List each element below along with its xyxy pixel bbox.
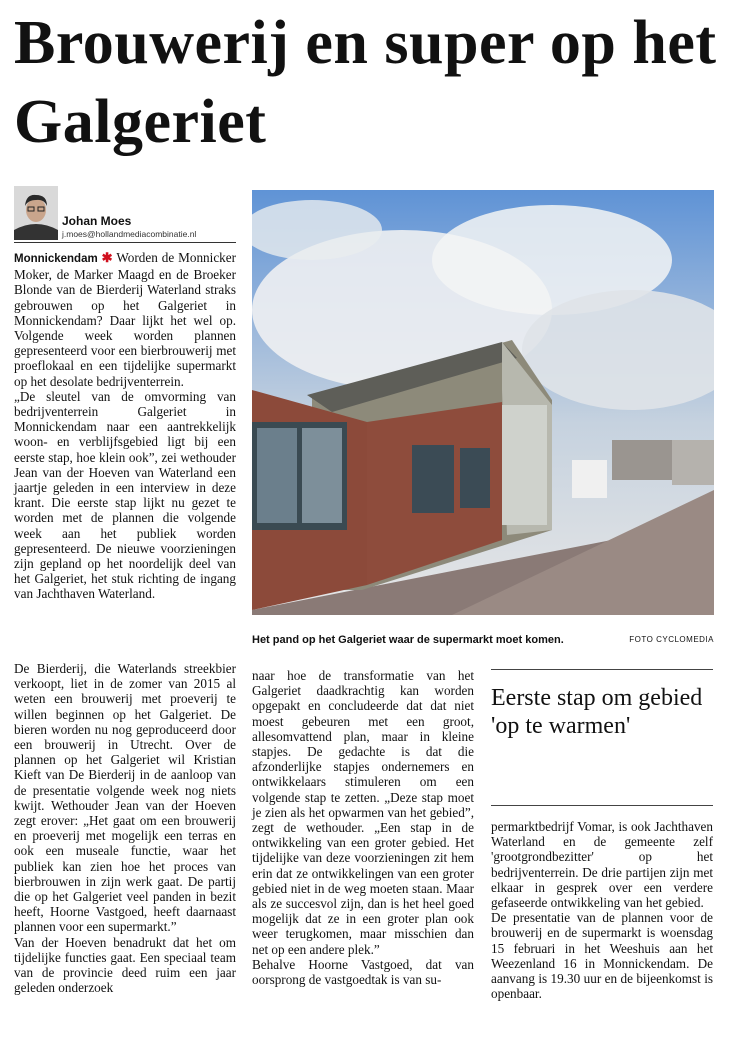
author-avatar xyxy=(14,186,58,240)
column-2 xyxy=(252,668,474,987)
paragraph: De Bierderij, die Waterlands streekbier verkoopt, liet in de zomer van 2015 al weten een brouwerij met proeverij te willen beginnen op het Galgeriet. De bieren worden nu nog geproduceerd door een brouwerij in Utrecht. Over de plannen op het Galgeriet wil Kristian Kieft van De Bierderij in de aanloop van de presentatie volgende week nog niets kwijt. Wethouder Jean van der Hoeven zegt erover: „Het gaat om een brouwerij en proeverij met mogelijk een terras en ook een museale functie, waar het publiek kan zien hoe het proces van bierbrouwen in zijn werk gaat. De partij die op het Galgeriet veel panden in bezit heeft, Hoorne Vastgoed, heeft daarnaast plannen voor een supermarkt.” xyxy=(14,661,236,935)
column-1-lower xyxy=(14,661,236,995)
pull-quote: Eerste stap om gebied 'op te warmen' xyxy=(491,685,703,739)
column-3 xyxy=(491,819,713,1001)
paragraph-text: Worden de Monnicker Moker, de Marker Maagd en de Broeker Blonde van de Bierderij Waterland straks gebrouwen op het Galgeriet in Monnickendam? Daar lijkt het wel op. Volgende week worden plannen gepresenteerd voor een bierbrouwerij met proeflokaal en een tijdelijke supermarkt op het desolate bedrijventerrein. xyxy=(14,250,237,389)
quote-rule-bottom xyxy=(491,805,713,806)
quote-rule-top xyxy=(491,669,713,670)
dateline: Monnickendam xyxy=(14,253,98,265)
building-photo xyxy=(252,190,714,615)
headline: Brouwerij en super op het Galgeriet xyxy=(14,9,717,156)
column-1 xyxy=(14,250,236,602)
asterisk-icon: ✱ xyxy=(101,250,113,265)
photo-credit: FOTO CYCLOMEDIA xyxy=(629,635,714,644)
photo-caption xyxy=(252,634,714,646)
byline xyxy=(14,186,236,243)
author-email: j.moes@hollandmediacombinatie.nl xyxy=(62,229,197,239)
paragraph: Behalve Hoorne Vastgoed, dat van oorsprong de vastgoedtak is van su- xyxy=(252,956,474,988)
caption-text: Het pand op het Galgeriet waar de supermarkt moet komen. xyxy=(252,634,564,646)
paragraph xyxy=(14,250,236,389)
paragraph: naar hoe de transformatie van het Galgeriet daadkrachtig kan worden opgepakt en concludeerde dat dat niet moest gebeuren met een groot, allesomvattend plan, maar in kleine stapjes. De gedachte is dat die afzonderlijke stapjes ondernemers en ontwikkelaars stimuleren om een volgende stap te zetten. „Deze stap moet je zien als het opwarmen van het gebied”, zegt de wethouder. „Een stap in de ontwikkeling van een groter gebied. Het tijdelijke van deze voorzieningen zit hem erin dat ze ontwikkelingen van een groter gebied niet in de weg moeten staan. Maar als ze succesvol zijn, dan is het heel goed mogelijk dat ze in een groter plan ook weer terugkomen, maar misschien dan net op een andere plek.” xyxy=(252,668,474,957)
paragraph: De presentatie van de plannen voor de brouwerij en de supermarkt is woensdag 15 februari in het Weeshuis aan het Weezenland 16 in Monnickendam. De aanvang is 19.30 uur en de bijeenkomst is openbaar. xyxy=(491,910,713,1002)
paragraph: permarktbedrijf Vomar, is ook Jachthaven Waterland en de gemeente zelf 'grootgrondbezitter' op het bedrijventerrein. De drie partijen zijn met elkaar in gesprek over een verdere gefaseerde ontwikkeling van het gebied. xyxy=(491,819,713,911)
paragraph: Van der Hoeven benadrukt dat het om tijdelijke functies gaat. Een speciaal team van de provincie deed ruim een jaar geleden onderzoek xyxy=(14,934,236,996)
paragraph: „De sleutel van de omvorming van bedrijventerrein Galgeriet in Monnickendam naar een aantrekkelijk woon- en verblijfsgebied ligt bij een eerste stap, hoe klein ook”, zei wethouder Jean van der Hoeven van Waterland een jaartje geleden in een interview in deze krant. Die eerste stap lijkt nu gezet te worden met de plannen die volgende week aan het publiek worden gepresenteerd. De nieuwe voorzieningen zijn gepland op het noordelijk deel van het Galgeriet, het stuk richting de ingang van Jachthaven Waterland. xyxy=(14,388,236,602)
author-name: Johan Moes xyxy=(62,214,132,228)
